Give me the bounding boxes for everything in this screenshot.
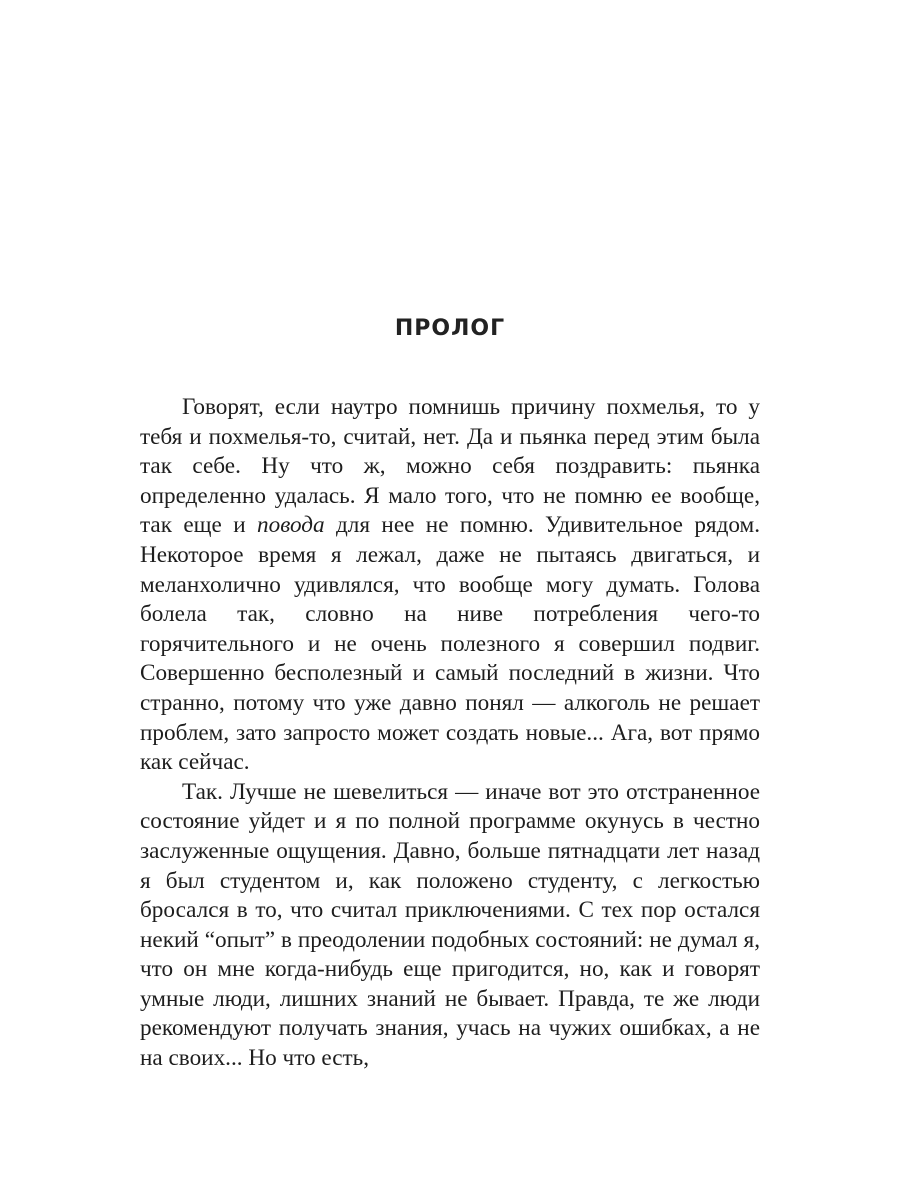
paragraph-2: Так. Лучше не шевелиться — иначе вот это отстраненное состояние уйдет и я по полной программе окунусь в честно заслуженные ощущения. Давно, больше пятнадцати лет назад я был студентом и, как положено студенту, с легкостью бросался в то, что считал приключениями. С тех пор остался некий “опыт” в преодолении подобных состояний: не думал я, что он мне когда-нибудь еще пригодится, но, как и говорят умные люди, лишних знаний не бывает. Правда, те же люди рекомендуют получать знания, учась на чужих ошибках, а не на своих... Но что есть, <box>140 778 760 1072</box>
paragraph-1-text-end: для нее не помню. Удивительное рядом. Некоторое время я лежал, даже не пытаясь двигаться, и меланхолично удивлялся, что вообще могу думать. Голова болела так, словно на ниве потребления чего-то горячительного и не очень полезного я совершил подвиг. Совершенно бесполезный и самый последний в жизни. Что странно, потому что уже давно понял — алкоголь не решает проблем, зато запросто может создать новые... Ага, вот прямо как сейчас. <box>140 512 760 776</box>
chapter-body <box>140 393 760 1074</box>
paragraph-1 <box>140 393 760 778</box>
paragraph-1-italic-word: повода <box>257 512 325 539</box>
chapter-title: ПРОЛОГ <box>394 316 506 341</box>
paragraph-1-text-start: Говорят, если наутро помнишь причину похмелья, то у тебя и похмелья-то, считай, нет. Да и пьянка перед этим была так себе. Ну что ж, можно себя поздравить: пьянка определенно удалась. Я мало того, что не помню ее вообще, так еще и <box>140 394 760 539</box>
